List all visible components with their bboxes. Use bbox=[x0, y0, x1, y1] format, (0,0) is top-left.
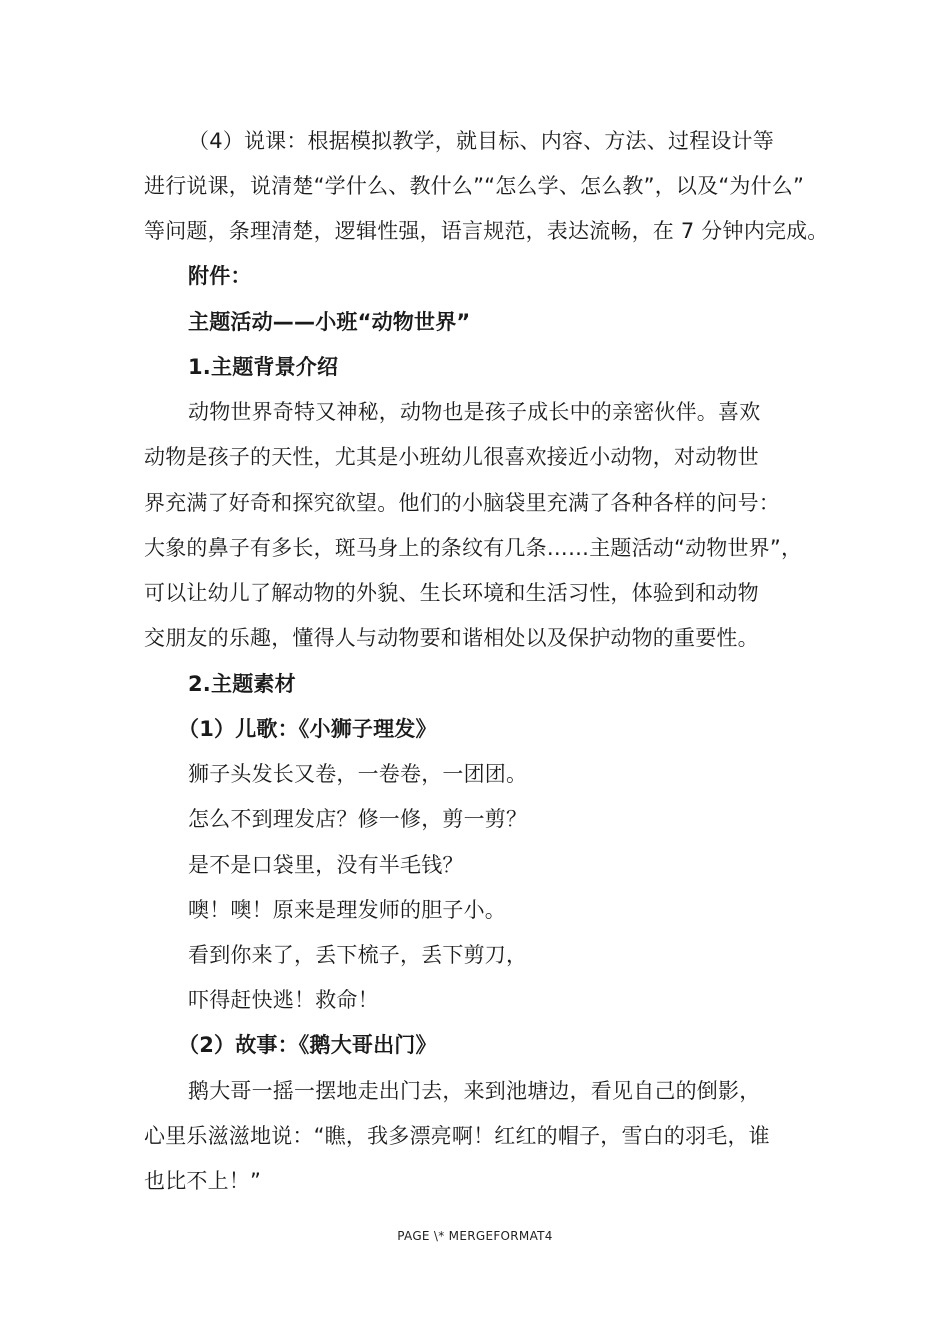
story-heading: （2）故事：《鹅大哥出门》 bbox=[178, 1033, 437, 1057]
story-line: 也比不上！” bbox=[144, 1169, 262, 1193]
section-1-line: 动物是孩子的天性，尤其是小班幼儿很喜欢接近小动物，对动物世 bbox=[144, 445, 759, 469]
attachment-label: 附件： bbox=[188, 264, 252, 288]
story-line: 心里乐滋滋地说：“瞧，我多漂亮啊！红红的帽子，雪白的羽毛，谁 bbox=[144, 1124, 770, 1148]
song-line: 噢！噢！原来是理发师的胆子小。 bbox=[188, 898, 506, 922]
para-4-line-3: 等问题，条理清楚，逻辑性强，语言规范，表达流畅，在 7 分钟内完成。 bbox=[144, 219, 829, 243]
song-line: 是不是口袋里，没有半毛钱？ bbox=[188, 853, 464, 877]
section-2-heading: 2.主题素材 bbox=[188, 672, 296, 696]
page-footer-field: PAGE \* MERGEFORMAT4 bbox=[397, 1229, 553, 1243]
para-4-line-1: （4）说课：根据模拟教学，就目标、内容、方法、过程设计等 bbox=[188, 129, 774, 153]
section-1-line: 动物世界奇特又神秘，动物也是孩子成长中的亲密伙伴。喜欢 bbox=[188, 400, 761, 424]
section-1-line: 交朋友的乐趣，懂得人与动物要和谐相处以及保护动物的重要性。 bbox=[144, 626, 759, 650]
song-line: 怎么不到理发店？修一修，剪一剪？ bbox=[188, 807, 528, 831]
section-1-heading: 1.主题背景介绍 bbox=[188, 355, 339, 379]
song-line: 吓得赶快逃！救命！ bbox=[188, 988, 379, 1012]
section-1-line: 大象的鼻子有多长，斑马身上的条纹有几条……主题活动“动物世界”， bbox=[144, 536, 803, 560]
song-heading: （1）儿歌：《小狮子理发》 bbox=[178, 717, 437, 741]
section-1-line: 界充满了好奇和探究欲望。他们的小脑袋里充满了各种各样的问号： bbox=[144, 491, 780, 515]
story-line: 鹅大哥一摇一摆地走出门去，来到池塘边，看见自己的倒影， bbox=[188, 1079, 761, 1103]
song-line: 狮子头发长又卷，一卷卷，一团团。 bbox=[188, 762, 528, 786]
song-line: 看到你来了，丢下梳子，丢下剪刀， bbox=[188, 943, 528, 967]
theme-title: 主题活动——小班“动物世界” bbox=[188, 310, 471, 334]
section-1-line: 可以让幼儿了解动物的外貌、生长环境和生活习性，体验到和动物 bbox=[144, 581, 759, 605]
para-4-line-2: 进行说课，说清楚“学什么、教什么”“怎么学、怎么教”，以及“为什么” bbox=[144, 174, 805, 198]
